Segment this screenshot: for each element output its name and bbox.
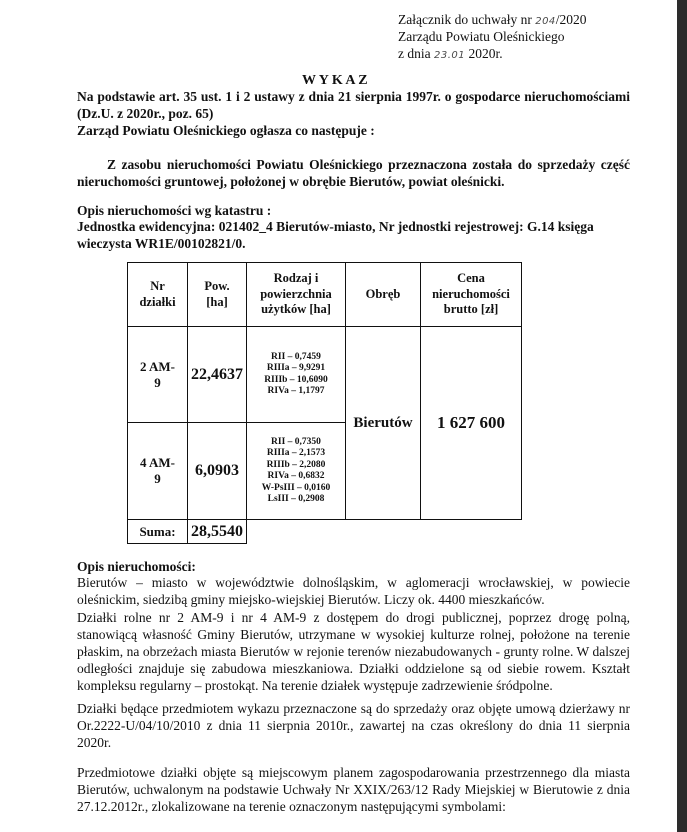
document-title: W Y K A Z bbox=[302, 73, 368, 88]
description-paragraph-lease: Działki będące przedmiotem wykazu przeznaczone są do sprzedaży oraz objęte umową dzierżawy nr Or.2222-U/04/10/2010 z dnia 11 sierpnia 2010r., zawartej na czas określony do dnia 11 sierpnia 2020r. bbox=[77, 701, 630, 750]
parcels-table bbox=[127, 262, 522, 544]
sum-label: Suma: bbox=[128, 520, 188, 544]
land-use-list: RII – 0,7459 RIIIa – 9,9291 RIIIb – 10,6090 RIVa – 1,1797 bbox=[247, 327, 346, 423]
sum-row bbox=[128, 520, 522, 544]
header-precinct: Obręb bbox=[346, 263, 421, 327]
land-use-list: RII – 0,7350 RIIIa – 2,1573 RIIIb – 2,2080 RIVa – 0,6832 W-PsIII – 0,0160 LsIII – 0,2908 bbox=[247, 423, 346, 520]
scan-edge bbox=[677, 0, 687, 832]
header-land-use: Rodzaj i powierzchnia użytków [ha] bbox=[247, 263, 346, 327]
description-paragraph-zoning: Przedmiotowe działki objęte są miejscowym planem zagospodarowania przestrzennego dla miasta Bierutów, uchwalonym na podstawie Uchwały Nr XXIX/263/12 Rady Miejskiej w Bierutowie z dnia 27.12.2012r., zlokalizowane na terenie oznaczonym następującymi symbolami: bbox=[77, 765, 630, 814]
cadastre-details: Jednostka ewidencyjna: 021402_4 Bierutów-miasto, Nr jednostki rejestrowej: G.14 księga wieczysta WR1E/00102821/0. bbox=[77, 219, 594, 251]
description-paragraph-town: Bierutów – miasto w województwie dolnośląskim, w aglomeracji wrocławskiej, w powiecie oleśnickim, siedzibą gminy miejsko-wiejskiej Bierutów. Liczy ok. 4400 mieszkańców. bbox=[77, 575, 630, 607]
attachment-line-2: Zarządu Powiatu Oleśnickiego bbox=[398, 29, 565, 44]
legal-basis-paragraph: Na podstawie art. 35 ust. 1 i 2 ustawy z dnia 21 sierpnia 1997r. o gospodarce nieruchomościami (Dz.U. z 2020r., poz. 65) bbox=[77, 89, 630, 121]
board-announcement: Zarząd Powiatu Oleśnickiego ogłasza co następuje : bbox=[77, 123, 375, 138]
handwritten-resolution-number: 204 bbox=[535, 16, 556, 27]
table-header-row bbox=[128, 263, 522, 327]
header-parcel-number: Nr działki bbox=[128, 263, 188, 327]
attachment-line-1: Załącznik do uchwały nr 204/2020 bbox=[398, 12, 587, 27]
parcel-area: 22,4637 bbox=[188, 327, 247, 423]
parcel-number: 4 AM-9 bbox=[128, 423, 188, 520]
price-cell: 1 627 600 bbox=[421, 327, 522, 520]
table-row bbox=[128, 327, 522, 423]
sum-value: 28,5540 bbox=[188, 520, 247, 544]
cadastre-heading: Opis nieruchomości wg katastru : bbox=[77, 203, 272, 218]
description-heading: Opis nieruchomości: bbox=[77, 559, 196, 574]
handwritten-date: 23.01 bbox=[434, 50, 466, 61]
parcel-number: 2 AM-9 bbox=[128, 327, 188, 423]
header-area: Pow. [ha] bbox=[188, 263, 247, 327]
description-paragraph-parcels: Działki rolne nr 2 AM-9 i nr 4 AM-9 z dostępem do drogi publicznej, poprzez drogę polną, stanowiącą własność Gminy Bierutów, utrzymane w wysokiej kulturze rolnej, położone na terenie płaskim, na obrzeżach miasta Bierutów w rejonie terenów niezabudowanych - grunty rolne. W dalszej odległości znajduje się zabudowa mieszkaniowa. Działki oddzielone są od siebie rowem. Kształt kompleksu regularny – prostokąt. Na terenie działek występuje zadrzewienie śródpolne. bbox=[77, 610, 630, 693]
header-price: Cena nieruchomości brutto [zł] bbox=[421, 263, 522, 327]
precinct-cell: Bierutów bbox=[346, 327, 421, 520]
parcel-area: 6,0903 bbox=[188, 423, 247, 520]
sale-statement: Z zasobu nieruchomości Powiatu Oleśnickiego przeznaczona została do sprzedaży część nieruchomości gruntowej, położonej w obrębie Bierutów, powiat oleśnicki. bbox=[77, 157, 630, 189]
attachment-line-3: z dnia 23.01 2020r. bbox=[398, 46, 503, 61]
